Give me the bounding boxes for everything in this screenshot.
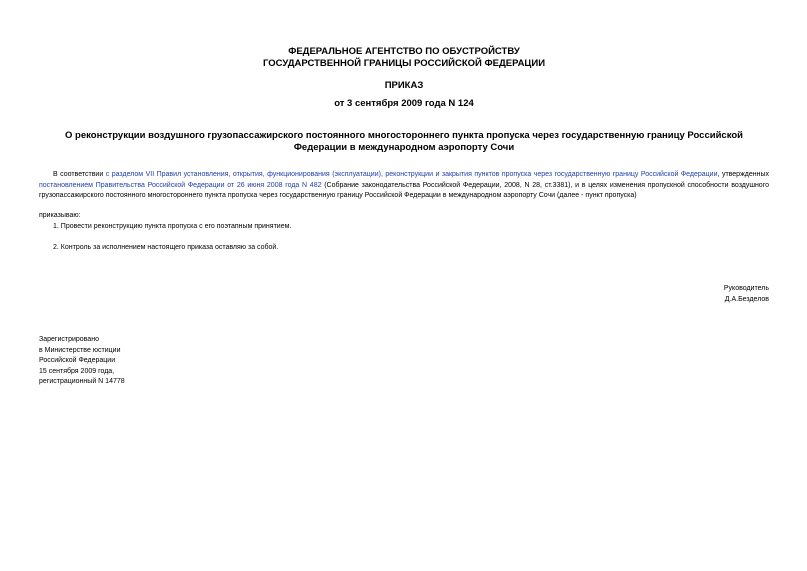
signature-name: Д.А.Безделов — [724, 295, 769, 303]
signature-block — [569, 284, 769, 305]
preamble-text-end: (Собрание законодательства Российской Федерации, 2008, N 28, ст.3381), и в целях изменения пропускной способности воздушного грузопассажирского постоянного многостороннего пункта пропуска через государственную границу Российской Федерации в международном аэропорту Сочи (далее - пункт пропуска) — [39, 181, 769, 200]
agency-name — [39, 46, 769, 69]
doc-type: ПРИКАЗ — [384, 80, 424, 91]
preamble-paragraph — [39, 170, 769, 202]
order-item-2: 2. Контроль за исполнением настоящего приказа оставляю за собой. — [53, 244, 279, 251]
order-item-1: 1. Провести реконструкцию пункта пропуска с его поэтапным принятием. — [53, 223, 292, 230]
agency-line-1: ФЕДЕРАЛЬНОЕ АГЕНТСТВО ПО ОБУСТРОЙСТВУ — [288, 46, 520, 57]
order-word: приказываю: — [39, 212, 81, 219]
link-government-decree[interactable]: постановлением Правительства Российской Федерации от 26 июня 2008 года N 482 — [39, 181, 322, 189]
signature-position: Руководитель — [723, 285, 769, 292]
registration-line: регистрационный N 14778 — [39, 378, 125, 386]
preamble-text-mid: , утвержденных — [717, 171, 769, 178]
registration-line: Российской Федерации — [39, 357, 116, 365]
agency-line-2: ГОСУДАРСТВЕННОЙ ГРАНИЦЫ РОССИЙСКОЙ ФЕДЕРАЦИИ — [262, 57, 546, 69]
registration-line: 15 сентября 2009 года, — [39, 367, 115, 375]
link-rules-section[interactable]: с разделом VII Правил установления, открытия, функционирования (эксплуатации), реконструкции и закрытия пунктов пропуска через государственную границу Российской Федерации — [105, 171, 718, 178]
doc-title: О реконструкции воздушного грузопассажирского постоянного многостороннего пункта пропуска через государственную границу Российской Федерации в международном аэропорту Сочи — [65, 130, 743, 153]
registration-line: Зарегистрировано — [39, 336, 99, 343]
date-number: от 3 сентября 2009 года N 124 — [334, 98, 474, 109]
registration-block — [39, 335, 289, 388]
registration-line: в Министерстве юстиции — [39, 346, 121, 354]
preamble-text-start: В соответствии — [53, 171, 106, 178]
